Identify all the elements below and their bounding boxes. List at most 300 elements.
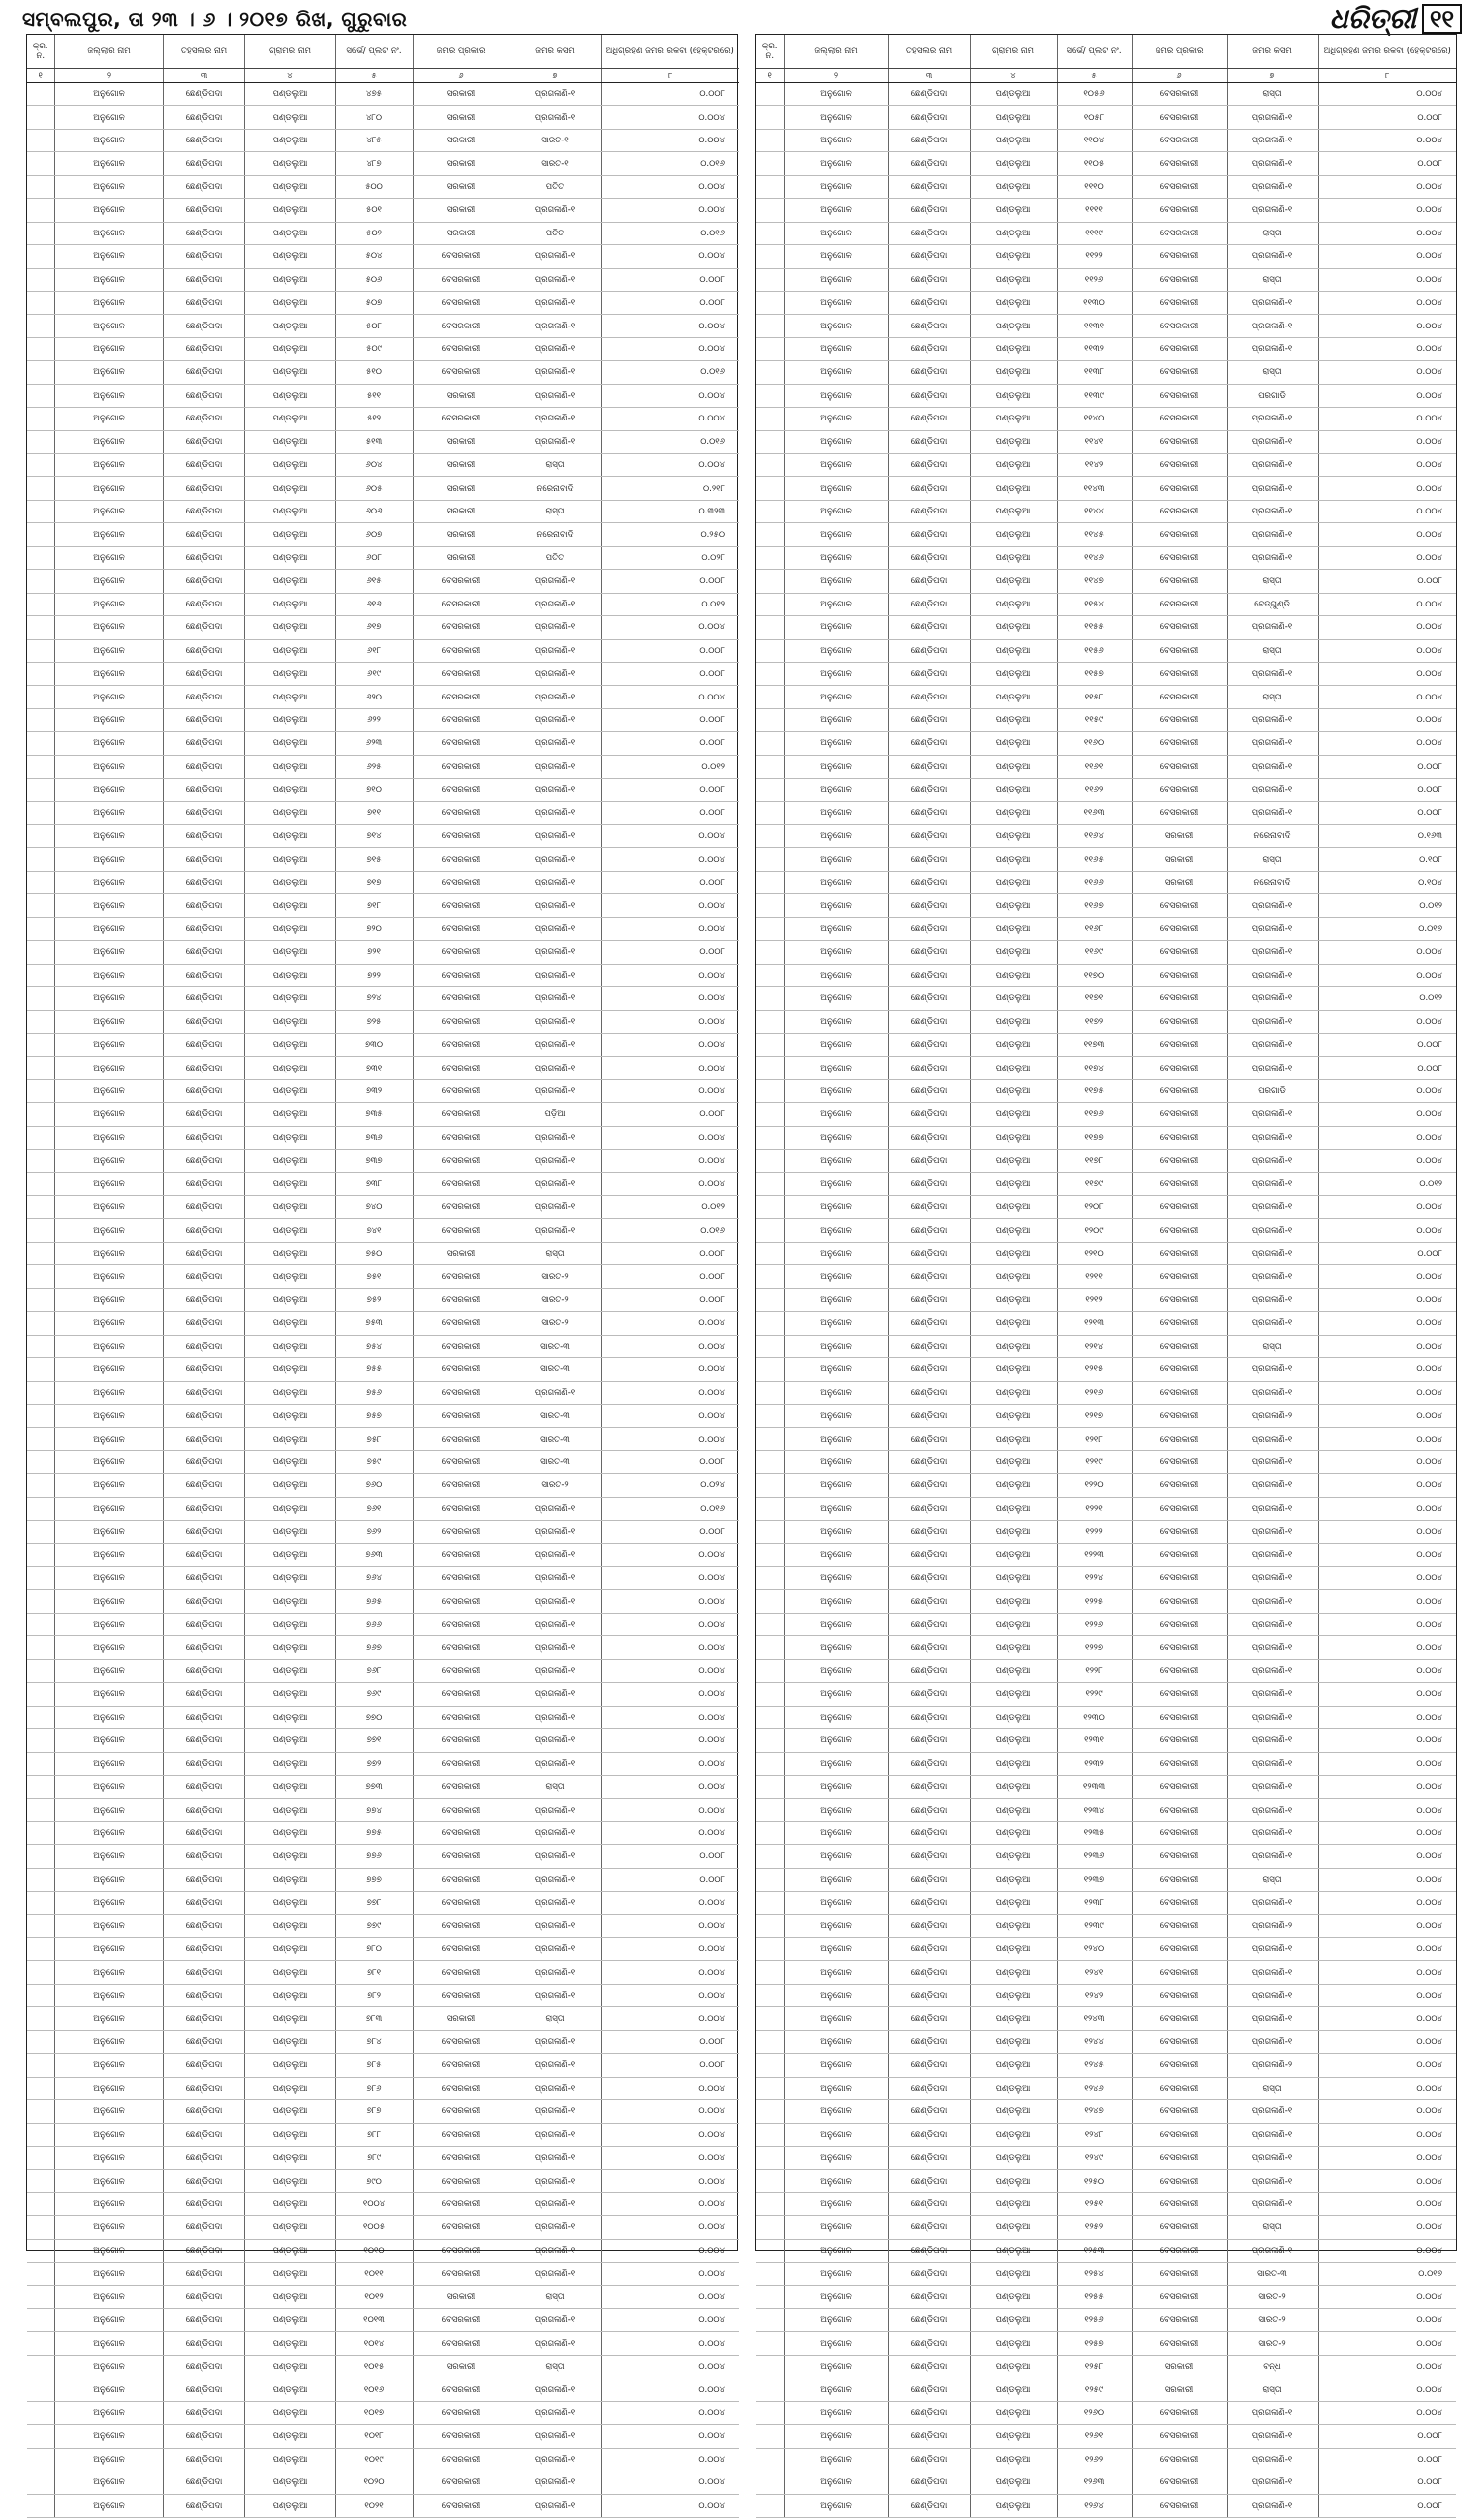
- table-row: [756, 315, 1456, 337]
- kisam-cell: ପ୍ରଗଳାଣି-୧: [510, 1961, 601, 1984]
- serial-cell: [27, 1150, 54, 1172]
- area-cell: ୦.୦୦୪: [601, 384, 739, 407]
- tahasil-cell: ଛେଣ୍ଡିପଦା: [888, 199, 970, 222]
- district-cell: ଅନୁଗୋଳ: [54, 199, 163, 222]
- land-type-cell: ବେସରକାରୀ: [1132, 894, 1227, 917]
- tahasil-cell: ଛେଣ୍ଡିପଦା: [163, 1938, 244, 1961]
- serial-cell: [27, 500, 54, 522]
- area-cell: ୦.୦୦୪: [1318, 2332, 1456, 2355]
- area-cell: ୦.୦୦୪: [601, 1010, 739, 1033]
- kisam-cell: ପ୍ରଗଳାଣି-୧: [510, 2471, 601, 2494]
- land-type-cell: ବେସରକାରୀ: [1132, 1288, 1227, 1311]
- table-row: [27, 1150, 739, 1172]
- serial-cell: [756, 616, 784, 639]
- column-number: ୬: [413, 69, 510, 83]
- tahasil-cell: ଛେଣ୍ଡିପଦା: [888, 315, 970, 337]
- district-cell: ଅନୁଗୋଳ: [784, 1613, 888, 1635]
- land-type-cell: ବେସରକାରୀ: [1132, 1497, 1227, 1520]
- table-row: [27, 2216, 739, 2239]
- plot-cell: ୭୫୯: [335, 1450, 413, 1473]
- kisam-cell: ପ୍ରଗଳାଣି-୧: [510, 361, 601, 384]
- area-cell: ୦.୦୧୨: [1318, 987, 1456, 1010]
- kisam-cell: ପ୍ରଗଳାଣି-୧: [510, 1821, 601, 1844]
- kisam-cell: ପ୍ରଗଳାଣି-୧: [510, 1868, 601, 1891]
- area-cell: ୦.୦୦୪: [1318, 1312, 1456, 1335]
- area-cell: ୦.୦୦୮: [601, 2030, 739, 2053]
- kisam-cell: ପ୍ରଗଳାଣି-୧: [1227, 1358, 1318, 1381]
- tahasil-cell: ଛେଣ୍ଡିପଦା: [888, 570, 970, 593]
- village-cell: ପଣ୍ଡଲୁଆ: [244, 1892, 335, 1914]
- tahasil-cell: ଛେଣ୍ଡିପଦା: [888, 917, 970, 940]
- kisam-cell: ପ୍ରଗଳାଣି-୧: [1227, 1033, 1318, 1056]
- kisam-cell: ସାରତ-୩: [510, 1335, 601, 1357]
- serial-cell: [756, 1868, 784, 1891]
- district-cell: ଅନୁଗୋଳ: [784, 1799, 888, 1821]
- kisam-cell: ପ୍ରଗଳାଣି-୧: [510, 848, 601, 871]
- table-row: [27, 2332, 739, 2355]
- plot-cell: ୧୦୧୭: [335, 2401, 413, 2424]
- column-number: ୨: [54, 69, 163, 83]
- kisam-cell: ପ୍ରଗଳାଣି-୧: [1227, 1265, 1318, 1288]
- land-type-cell: ବେସରକାରୀ: [1132, 1196, 1227, 1219]
- village-cell: ପଣ୍ଡଲୁଆ: [970, 1590, 1057, 1613]
- village-cell: ପଣ୍ଡଲୁଆ: [244, 1196, 335, 1219]
- district-cell: ଅନୁଗୋଳ: [784, 1103, 888, 1126]
- kisam-cell: ପ୍ରଗଳାଣି-୧: [510, 83, 601, 106]
- area-cell: ୦.୦୦୪: [601, 2448, 739, 2471]
- table-row: [756, 1358, 1456, 1381]
- tahasil-cell: ଛେଣ୍ଡିପଦା: [163, 2030, 244, 2053]
- table-row: [756, 1914, 1456, 1937]
- area-cell: ୦.୦୦୪: [601, 616, 739, 639]
- column-number: ୪: [970, 69, 1057, 83]
- village-cell: ପଣ୍ଡଲୁଆ: [244, 1450, 335, 1473]
- district-cell: ଅନୁଗୋଳ: [54, 1799, 163, 1821]
- village-cell: ପଣ୍ଡଲୁଆ: [970, 2263, 1057, 2285]
- village-cell: ପଣ୍ଡଲୁଆ: [970, 801, 1057, 824]
- kisam-cell: ପ୍ରଗଳାଣି-୧: [510, 1126, 601, 1149]
- table-row: [756, 361, 1456, 384]
- tahasil-cell: ଛେଣ୍ଡିପଦା: [163, 964, 244, 986]
- district-cell: ଅନୁଗୋଳ: [784, 2471, 888, 2494]
- kisam-cell: ପ୍ରଗଳାଣି-୧: [1227, 175, 1318, 198]
- land-type-cell: ବେସରକାରୀ: [1132, 639, 1227, 662]
- tahasil-cell: ଛେଣ୍ଡିପଦା: [163, 546, 244, 569]
- kisam-cell: ବନ୍ଧ: [1227, 2355, 1318, 2378]
- serial-cell: [756, 1636, 784, 1659]
- table-row: [756, 245, 1456, 268]
- table-row: [756, 2054, 1456, 2077]
- serial-cell: [756, 1010, 784, 1033]
- kisam-cell: ପ୍ରଗଳାଣି-୧: [1227, 755, 1318, 778]
- serial-cell: [756, 1428, 784, 1450]
- village-cell: ପଣ୍ଡଲୁଆ: [970, 570, 1057, 593]
- village-cell: ପଣ୍ଡଲୁଆ: [970, 268, 1057, 291]
- land-type-cell: ବେସରକାରୀ: [413, 779, 510, 801]
- kisam-cell: ପ୍ରଗଳାଣି-୧: [1227, 1196, 1318, 1219]
- village-cell: ପଣ୍ଡଲୁଆ: [244, 1938, 335, 1961]
- table-row: [756, 987, 1456, 1010]
- serial-cell: [756, 2285, 784, 2308]
- land-type-cell: ବେସରକାରୀ: [1132, 2030, 1227, 2053]
- tahasil-cell: ଛେଣ୍ଡିପଦା: [163, 2077, 244, 2099]
- plot-cell: ୭୬୨: [335, 1521, 413, 1543]
- table-row: [27, 477, 739, 500]
- village-cell: ପଣ୍ଡଲୁଆ: [244, 245, 335, 268]
- kisam-cell: ପ୍ରଗଳାଣି-୧: [510, 1521, 601, 1543]
- village-cell: ପଣ୍ଡଲୁଆ: [244, 616, 335, 639]
- area-cell: ୦.୦୦୪: [1318, 662, 1456, 685]
- tahasil-cell: ଛେଣ୍ଡିପଦା: [163, 337, 244, 360]
- plot-cell: ୧୧୩୦: [1057, 291, 1132, 314]
- village-cell: ପଣ୍ଡଲୁଆ: [970, 894, 1057, 917]
- village-cell: ପଣ୍ଡଲୁଆ: [244, 755, 335, 778]
- column-number: ୫: [335, 69, 413, 83]
- tahasil-cell: ଛେଣ୍ଡିପଦା: [888, 662, 970, 685]
- tahasil-cell: ଛେଣ୍ଡିପଦା: [888, 2471, 970, 2494]
- serial-cell: [27, 2123, 54, 2146]
- table-row: [27, 2471, 739, 2494]
- village-cell: ପଣ୍ଡଲୁଆ: [244, 523, 335, 546]
- village-cell: ପଣ୍ଡଲୁଆ: [244, 2054, 335, 2077]
- serial-cell: [756, 2332, 784, 2355]
- tahasil-cell: ଛେଣ୍ଡିପଦା: [888, 2170, 970, 2192]
- serial-cell: [27, 2309, 54, 2332]
- tahasil-cell: ଛେଣ୍ଡିପଦା: [163, 1010, 244, 1033]
- district-cell: ଅନୁଗୋଳ: [54, 2192, 163, 2215]
- land-type-cell: ବେସରକାରୀ: [1132, 1242, 1227, 1264]
- plot-cell: ୬୨୫: [335, 755, 413, 778]
- village-cell: ପଣ୍ଡଲୁଆ: [244, 848, 335, 871]
- table-row: [27, 1543, 739, 1566]
- area-cell: ୦.୦୦୪: [1318, 1706, 1456, 1728]
- kisam-cell: ସାରତ-୨: [510, 1474, 601, 1497]
- serial-cell: [756, 2123, 784, 2146]
- table-row: [756, 268, 1456, 291]
- village-cell: ପଣ୍ଡଲୁଆ: [970, 2239, 1057, 2262]
- district-cell: ଅନୁଗୋଳ: [54, 500, 163, 522]
- area-cell: ୦.୦୧୨: [601, 1196, 739, 1219]
- serial-cell: [27, 1892, 54, 1914]
- village-cell: ପଣ୍ଡଲୁଆ: [244, 1868, 335, 1891]
- district-cell: ଅନୁଗୋଳ: [54, 1450, 163, 1473]
- table-row: [756, 2332, 1456, 2355]
- plot-cell: ୬୦୮: [335, 546, 413, 569]
- serial-cell: [27, 1567, 54, 1590]
- table-row: [756, 964, 1456, 986]
- plot-cell: ୧୧୪୪: [1057, 500, 1132, 522]
- village-cell: ପଣ୍ଡଲୁଆ: [244, 2123, 335, 2146]
- serial-cell: [756, 1404, 784, 1427]
- tahasil-cell: ଛେଣ୍ଡିପଦା: [888, 2425, 970, 2448]
- tahasil-cell: ଛେଣ୍ଡିପଦା: [888, 1892, 970, 1914]
- plot-cell: ୭୮୭: [335, 2100, 413, 2123]
- village-cell: ପଣ୍ଡଲୁଆ: [970, 337, 1057, 360]
- district-cell: ଅନୁଗୋଳ: [784, 570, 888, 593]
- table-row: [27, 454, 739, 477]
- table-row: [756, 2263, 1456, 2285]
- table-row: [756, 477, 1456, 500]
- serial-cell: [756, 1543, 784, 1566]
- plot-cell: ୧୦୧୫: [335, 2355, 413, 2378]
- tahasil-cell: ଛେଣ୍ଡିପଦା: [163, 408, 244, 430]
- village-cell: ପଣ୍ଡଲୁଆ: [970, 1358, 1057, 1381]
- land-type-cell: ବେସରକାରୀ: [1132, 1613, 1227, 1635]
- table-row: [27, 1358, 739, 1381]
- kisam-cell: ପ୍ରଗଳାଣି-୧: [510, 2100, 601, 2123]
- serial-cell: [27, 755, 54, 778]
- land-type-cell: ବେସରକାରୀ: [413, 1010, 510, 1033]
- plot-cell: ୧୨୪୩: [1057, 2007, 1132, 2030]
- district-cell: ଅନୁଗୋଳ: [54, 941, 163, 964]
- land-type-cell: ସରକାରୀ: [413, 175, 510, 198]
- area-cell: ୦.୦୦୪: [1318, 2030, 1456, 2053]
- serial-cell: [756, 917, 784, 940]
- table-row: [27, 2401, 739, 2424]
- tahasil-cell: ଛେଣ୍ଡିପଦା: [888, 941, 970, 964]
- tahasil-cell: ଛେଣ୍ଡିପଦା: [888, 1961, 970, 1984]
- district-cell: ଅନୁଗୋଳ: [54, 1497, 163, 1520]
- tahasil-cell: ଛେଣ୍ଡିପଦା: [888, 639, 970, 662]
- tahasil-cell: ଛେଣ୍ଡିପଦା: [888, 454, 970, 477]
- district-cell: ଅନୁଗୋଳ: [784, 2100, 888, 2123]
- area-cell: ୦.୦୧୬: [601, 152, 739, 175]
- serial-cell: [756, 1033, 784, 1056]
- area-cell: ୦.୦୦୪: [1318, 1892, 1456, 1914]
- tahasil-cell: ଛେଣ୍ଡିପଦା: [888, 337, 970, 360]
- plot-cell: ୧୨୩୨: [1057, 1752, 1132, 1775]
- serial-cell: [756, 83, 784, 106]
- kisam-cell: ପରଗାଡି: [1227, 1079, 1318, 1102]
- land-type-cell: ବେସରକାରୀ: [1132, 941, 1227, 964]
- area-cell: ୦.୦୦୪: [1318, 1752, 1456, 1775]
- plot-cell: ୧୨୨୧: [1057, 1497, 1132, 1520]
- tahasil-cell: ଛେଣ୍ଡିପଦା: [888, 546, 970, 569]
- village-cell: ପଣ୍ଡଲୁଆ: [970, 2170, 1057, 2192]
- kisam-cell: ପ୍ରଗଳାଣି-୧: [1227, 1057, 1318, 1079]
- tahasil-cell: ଛେଣ୍ଡିପଦା: [888, 1659, 970, 1682]
- kisam-cell: ପ୍ରଗଳାଣି-୧: [510, 1845, 601, 1868]
- tahasil-cell: ଛେଣ୍ଡିପଦା: [163, 1845, 244, 1868]
- kisam-cell: ପ୍ରଗଳାଣି-୧: [510, 570, 601, 593]
- kisam-cell: ପ୍ରଗଳାଣି-୧: [510, 1567, 601, 1590]
- kisam-cell: ରାସ୍ତା: [1227, 1868, 1318, 1891]
- land-type-cell: ସରକାରୀ: [413, 2285, 510, 2308]
- land-type-cell: ବେସରକାରୀ: [413, 1914, 510, 1937]
- kisam-cell: ପ୍ରଗଳାଣି-୧: [1227, 454, 1318, 477]
- area-cell: ୦.୦୧୬: [601, 1219, 739, 1242]
- tahasil-cell: ଛେଣ୍ଡିପଦା: [163, 1172, 244, 1195]
- column-number-row: [27, 69, 739, 83]
- land-type-cell: ବେସରକାରୀ: [1132, 2401, 1227, 2424]
- kisam-cell: ପ୍ରଗଳାଣି-୧: [1227, 894, 1318, 917]
- area-cell: ୦.୧୦୪: [1318, 871, 1456, 893]
- area-cell: ୦.୦୦୪: [1318, 1219, 1456, 1242]
- land-type-cell: ବେସରକାରୀ: [413, 2263, 510, 2285]
- table-row: [27, 1868, 739, 1891]
- plot-cell: ୧୨୪୯: [1057, 2146, 1132, 2169]
- tahasil-cell: ଛେଣ୍ଡିପଦା: [163, 1288, 244, 1311]
- kisam-cell: ପରଗାଡି: [1227, 384, 1318, 407]
- village-cell: ପଣ୍ଡଲୁଆ: [244, 152, 335, 175]
- table-row: [27, 2077, 739, 2099]
- column-header: ଜମିର ପ୍ରକାର: [1132, 35, 1227, 69]
- plot-cell: ୬୨୦: [335, 686, 413, 708]
- plot-cell: ୭୫୪: [335, 1335, 413, 1357]
- plot-cell: ୧୧୬୩: [1057, 801, 1132, 824]
- table-row: [756, 1450, 1456, 1473]
- village-cell: ପଣ୍ଡଲୁଆ: [970, 1126, 1057, 1149]
- serial-cell: [756, 222, 784, 244]
- area-cell: ୦.୦୦୮: [601, 1103, 739, 1126]
- land-type-cell: ବେସରକାରୀ: [1132, 1033, 1227, 1056]
- kisam-cell: ପ୍ରଗଳାଣି-୧: [1227, 616, 1318, 639]
- district-cell: ଅନୁଗୋଳ: [784, 1057, 888, 1079]
- tahasil-cell: ଛେଣ୍ଡିପଦା: [888, 1868, 970, 1891]
- land-type-cell: ବେସରକାରୀ: [1132, 779, 1227, 801]
- village-cell: ପଣ୍ଡଲୁଆ: [244, 2216, 335, 2239]
- land-type-cell: ବେସରକାରୀ: [413, 1938, 510, 1961]
- village-cell: ପଣ୍ଡଲୁଆ: [970, 2123, 1057, 2146]
- tahasil-cell: ଛେଣ୍ଡିପଦା: [163, 917, 244, 940]
- area-cell: ୦.୦୦୪: [1318, 1590, 1456, 1613]
- area-cell: ୦.୦୦୪: [601, 1358, 739, 1381]
- kisam-cell: ସାରତ-୩: [1227, 2263, 1318, 2285]
- table-row: [756, 616, 1456, 639]
- serial-cell: [27, 1010, 54, 1033]
- area-cell: ୦.୦୦୮: [601, 662, 739, 685]
- area-cell: ୦.୦୧୨: [1318, 1172, 1456, 1195]
- tahasil-cell: ଛେଣ୍ଡିପଦା: [888, 593, 970, 615]
- tahasil-cell: ଛେଣ୍ଡିପଦା: [163, 106, 244, 129]
- tahasil-cell: ଛେଣ୍ଡିପଦା: [888, 1150, 970, 1172]
- village-cell: ପଣ୍ଡଲୁଆ: [244, 129, 335, 151]
- area-cell: ୦.୩୨୩: [601, 500, 739, 522]
- kisam-cell: ପ୍ରଗଳାଣି-୧: [1227, 1729, 1318, 1752]
- column-header: ଗ୍ରାମର ନାମ: [244, 35, 335, 69]
- area-cell: ୦.୦୦୪: [1318, 245, 1456, 268]
- village-cell: ପଣ୍ଡଲୁଆ: [244, 570, 335, 593]
- table-row: [756, 1265, 1456, 1288]
- serial-cell: [27, 1381, 54, 1404]
- area-cell: ୦.୦୦୪: [1318, 1613, 1456, 1635]
- tahasil-cell: ଛେଣ୍ଡିପଦା: [163, 894, 244, 917]
- district-cell: ଅନୁଗୋଳ: [784, 222, 888, 244]
- village-cell: ପଣ୍ଡଲୁଆ: [244, 1659, 335, 1682]
- district-cell: ଅନୁଗୋଳ: [54, 964, 163, 986]
- plot-cell: ୭୫୧: [335, 1265, 413, 1288]
- table-row: [27, 1636, 739, 1659]
- land-type-cell: ବେସରକାରୀ: [413, 2123, 510, 2146]
- serial-cell: [27, 152, 54, 175]
- village-cell: ପଣ୍ଡଲୁଆ: [970, 686, 1057, 708]
- village-cell: ପଣ୍ଡଲୁଆ: [244, 1497, 335, 1520]
- land-type-cell: ବେସରକାରୀ: [413, 825, 510, 848]
- tahasil-cell: ଛେଣ୍ଡିପଦା: [888, 83, 970, 106]
- column-header: ଜିଲ୍ଲାର ନାମ: [784, 35, 888, 69]
- district-cell: ଅନୁଗୋଳ: [784, 1706, 888, 1728]
- plot-cell: ୭୩୨: [335, 1079, 413, 1102]
- table-row: [756, 1010, 1456, 1033]
- tahasil-cell: ଛେଣ୍ଡିପଦା: [163, 2378, 244, 2401]
- table-row: [27, 1312, 739, 1335]
- area-cell: ୦.୦୦୪: [601, 1892, 739, 1914]
- land-type-cell: ବେସରକାରୀ: [1132, 222, 1227, 244]
- plot-cell: ୧୨୨୩: [1057, 1543, 1132, 1566]
- serial-cell: [27, 337, 54, 360]
- village-cell: ପଣ୍ଡଲୁଆ: [970, 1404, 1057, 1427]
- area-cell: ୦.୦୦୮: [601, 639, 739, 662]
- village-cell: ପଣ୍ଡଲୁଆ: [244, 825, 335, 848]
- column-number: ୪: [244, 69, 335, 83]
- kisam-cell: ରାସ୍ତା: [510, 1242, 601, 1264]
- land-type-cell: ବେସରକାରୀ: [1132, 2239, 1227, 2262]
- village-cell: ପଣ୍ଡଲୁଆ: [970, 2077, 1057, 2099]
- kisam-cell: ସାରତ-୨: [1227, 2285, 1318, 2308]
- land-type-cell: ବେସରକାରୀ: [1132, 245, 1227, 268]
- area-cell: ୦.୦୦୪: [1318, 2309, 1456, 2332]
- land-type-cell: ବେସରକାରୀ: [1132, 1914, 1227, 1937]
- land-type-cell: ବେସରକାରୀ: [1132, 1659, 1227, 1682]
- tahasil-cell: ଛେଣ୍ଡିପଦା: [888, 708, 970, 731]
- serial-cell: [756, 2030, 784, 2053]
- plot-cell: ୬୨୩: [335, 732, 413, 755]
- plot-cell: ୧୨୧୬: [1057, 1381, 1132, 1404]
- land-type-cell: ବେସରକାରୀ: [1132, 1821, 1227, 1844]
- district-cell: ଅନୁଗୋଳ: [54, 1821, 163, 1844]
- area-cell: ୦.୦୦୮: [601, 941, 739, 964]
- village-cell: ପଣ୍ଡଲୁଆ: [244, 106, 335, 129]
- kisam-cell: ପ୍ରଗଳାଣି-୧: [1227, 546, 1318, 569]
- area-cell: ୦.୦୦୪: [601, 245, 739, 268]
- table-row: [27, 1821, 739, 1844]
- tahasil-cell: ଛେଣ୍ଡିପଦା: [888, 384, 970, 407]
- district-cell: ଅନୁଗୋଳ: [784, 2425, 888, 2448]
- district-cell: ଅନୁଗୋଳ: [54, 1288, 163, 1311]
- column-number-row: [756, 69, 1456, 83]
- table-row: [27, 222, 739, 244]
- tahasil-cell: ଛେଣ୍ଡିପଦା: [888, 2239, 970, 2262]
- land-type-cell: ବେସରକାରୀ: [413, 2100, 510, 2123]
- serial-cell: [27, 2077, 54, 2099]
- tahasil-cell: ଛେଣ୍ଡିପଦା: [163, 477, 244, 500]
- plot-cell: ୧୧୭୩: [1057, 1033, 1132, 1056]
- district-cell: ଅନୁଗୋଳ: [784, 1172, 888, 1195]
- land-type-cell: ସରକାରୀ: [413, 83, 510, 106]
- district-cell: ଅନୁଗୋଳ: [54, 1590, 163, 1613]
- land-type-cell: ବେସରକାରୀ: [413, 1150, 510, 1172]
- kisam-cell: ପ୍ରଗଳାଣି-୧: [1227, 523, 1318, 546]
- serial-cell: [756, 755, 784, 778]
- district-cell: ଅନୁଗୋଳ: [54, 1984, 163, 2006]
- kisam-cell: ପ୍ରଗଳାଣି-୧: [510, 2146, 601, 2169]
- tahasil-cell: ଛେଣ୍ଡିପଦା: [888, 1404, 970, 1427]
- plot-cell: ୧୧୦୪: [1057, 129, 1132, 151]
- plot-cell: ୧୦୦୫: [335, 2216, 413, 2239]
- table-row: [756, 1567, 1456, 1590]
- area-cell: ୦.୦୦୪: [601, 1428, 739, 1450]
- kisam-cell: ପ୍ରଗଳାଣି-୧: [1227, 708, 1318, 731]
- kisam-cell: ପ୍ରଗଳାଣି-୧: [1227, 2471, 1318, 2494]
- plot-cell: ୧୨୫୫: [1057, 2285, 1132, 2308]
- village-cell: ପଣ୍ଡଲୁଆ: [970, 2332, 1057, 2355]
- plot-cell: ୧୧୨୨: [1057, 245, 1132, 268]
- area-cell: ୦.୦୦୪: [1318, 1845, 1456, 1868]
- table-row: [756, 1845, 1456, 1868]
- district-cell: ଅନୁଗୋଳ: [784, 291, 888, 314]
- kisam-cell: ପ୍ରଗଳାଣି-୧: [510, 662, 601, 685]
- column-number: ୮: [601, 69, 739, 83]
